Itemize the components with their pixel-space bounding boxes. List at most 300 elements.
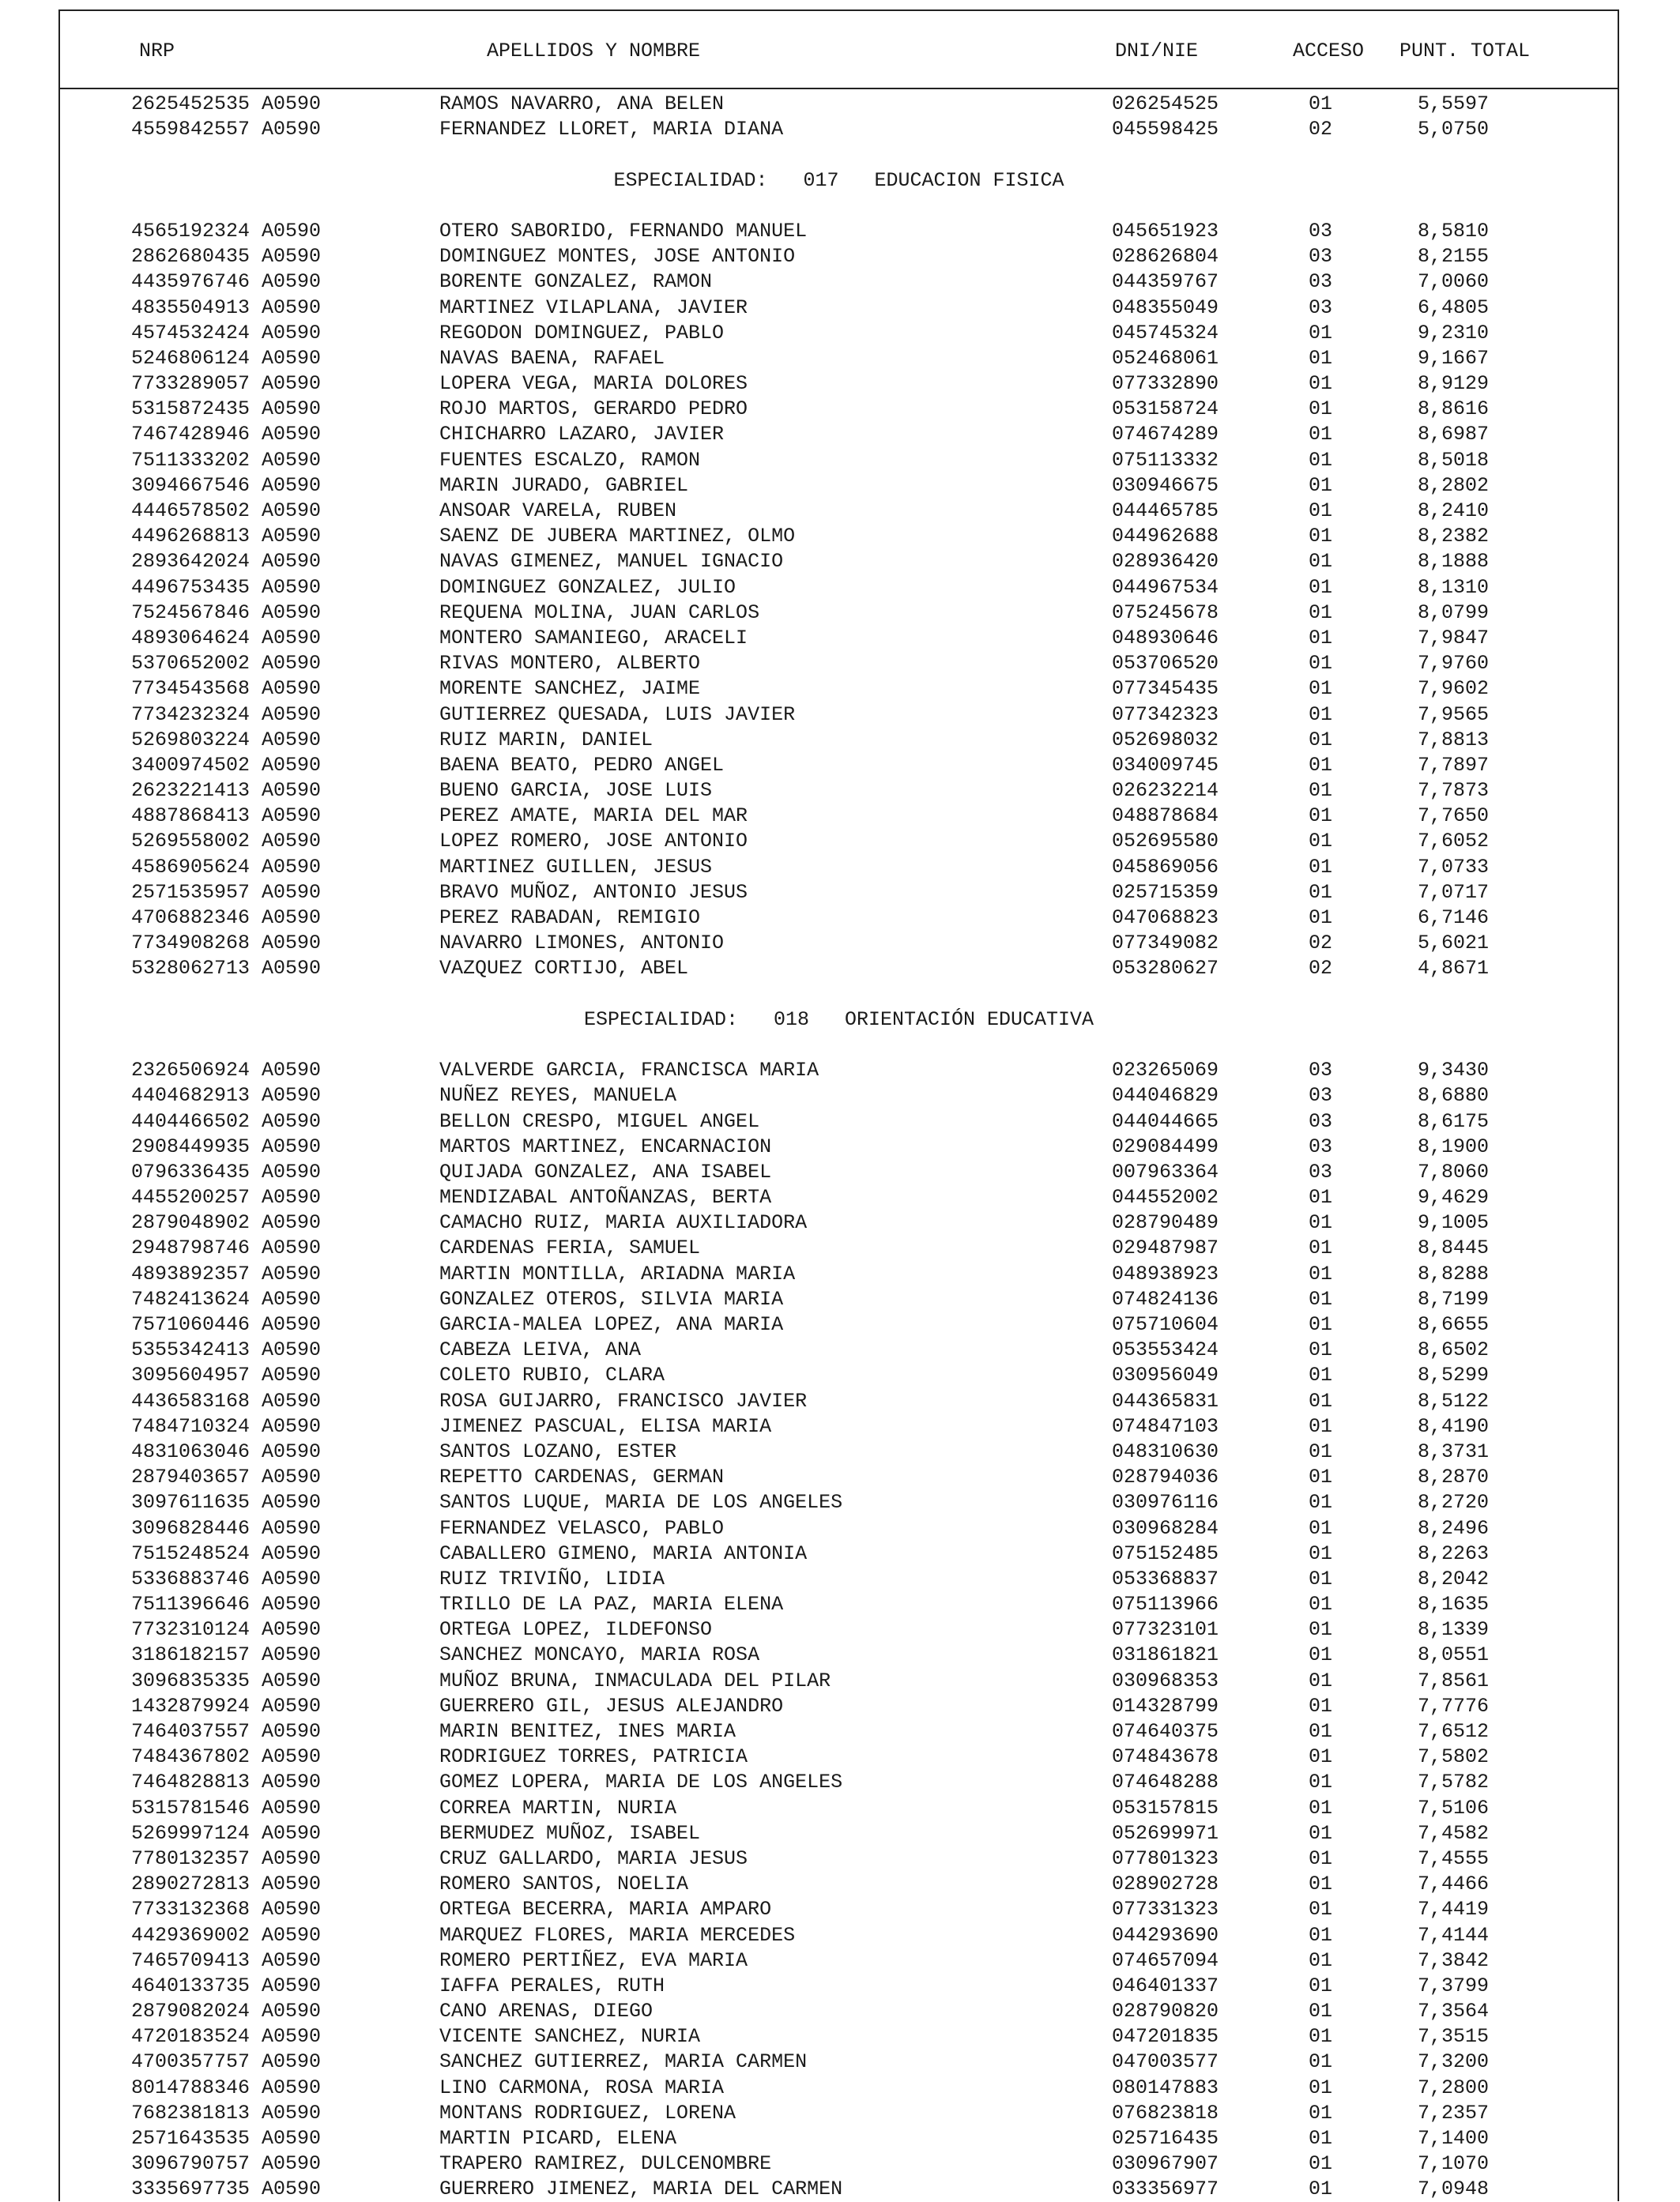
name-cell: GONZALEZ OTEROS, SILVIA MARIA	[439, 1287, 784, 1311]
table-row	[60, 116, 1618, 141]
table-row	[60, 1515, 1618, 1541]
header-acceso: ACCESO	[1293, 40, 1365, 62]
nrp-cell: 7733132368 A0590	[131, 1898, 322, 1922]
punt-cell: 7,5106	[1418, 1796, 1490, 1820]
header-punt-total: PUNT. TOTAL	[1399, 40, 1531, 62]
nrp-cell: 7484710324 A0590	[131, 1414, 322, 1438]
specialty-heading-text: ESPECIALIDAD: 017 EDUCACION FISICA	[613, 168, 1064, 192]
table-row	[60, 1159, 1618, 1184]
document-page	[58, 9, 1619, 2201]
nrp-cell: 7780132357 A0590	[131, 1846, 322, 1870]
dni-cell: 029084499	[1112, 1135, 1219, 1158]
acceso-cell: 01	[1309, 880, 1333, 904]
acceso-cell: 01	[1309, 92, 1333, 115]
punt-cell: 7,9760	[1418, 652, 1490, 676]
punt-cell: 8,1310	[1418, 575, 1490, 599]
name-cell: ORTEGA LOPEZ, ILDEFONSO	[439, 1618, 713, 1642]
punt-cell: 7,7897	[1418, 753, 1490, 777]
nrp-cell: 2571643535 A0590	[131, 2127, 322, 2150]
table-row	[60, 727, 1618, 752]
dni-cell: 025716435	[1112, 2127, 1219, 2150]
punt-cell: 7,3515	[1418, 2025, 1490, 2049]
punt-cell: 8,2042	[1418, 1567, 1490, 1590]
acceso-cell: 01	[1309, 1948, 1333, 1972]
punt-cell: 7,8561	[1418, 1669, 1490, 1692]
nrp-cell: 3095604957 A0590	[131, 1364, 322, 1387]
nrp-cell: 7515248524 A0590	[131, 1541, 322, 1565]
acceso-cell: 01	[1309, 2000, 1333, 2023]
acceso-cell: 01	[1309, 1821, 1333, 1845]
punt-cell: 8,2870	[1418, 1466, 1490, 1489]
name-cell: JIMENEZ PASCUAL, ELISA MARIA	[439, 1414, 772, 1438]
nrp-cell: 2879082024 A0590	[131, 2000, 322, 2023]
acceso-cell: 03	[1309, 270, 1333, 294]
dni-cell: 052695580	[1112, 830, 1219, 853]
acceso-cell: 03	[1309, 1059, 1333, 1082]
table-row	[60, 1617, 1618, 1642]
table-row	[60, 1795, 1618, 1820]
nrp-cell: 2879403657 A0590	[131, 1466, 322, 1489]
nrp-cell: 4455200257 A0590	[131, 1186, 322, 1210]
punt-cell: 9,4629	[1418, 1186, 1490, 1210]
nrp-cell: 3094667546 A0590	[131, 473, 322, 497]
dni-cell: 028790820	[1112, 2000, 1219, 2023]
dni-cell: 044044665	[1112, 1109, 1219, 1133]
name-cell: REPETTO CARDENAS, GERMAN	[439, 1466, 725, 1489]
name-cell: FERNANDEZ LLORET, MARIA DIANA	[439, 118, 784, 141]
nrp-cell: 8014788346 A0590	[131, 2076, 322, 2099]
name-cell: CAMACHO RUIZ, MARIA AUXILIADORA	[439, 1211, 808, 1235]
punt-cell: 8,3731	[1418, 1440, 1490, 1463]
table-row	[60, 1896, 1618, 1922]
acceso-cell: 01	[1309, 1186, 1333, 1210]
name-cell: VALVERDE GARCIA, FRANCISCA MARIA	[439, 1059, 819, 1082]
dni-cell: 007963364	[1112, 1160, 1219, 1184]
table-row	[60, 955, 1618, 981]
table-row	[60, 1109, 1618, 1134]
name-cell: SAENZ DE JUBERA MARTINEZ, OLMO	[439, 525, 796, 548]
acceso-cell: 01	[1309, 1491, 1333, 1515]
nrp-cell: 7482413624 A0590	[131, 1287, 322, 1311]
table-row	[60, 1718, 1618, 1744]
nrp-cell: 5328062713 A0590	[131, 957, 322, 981]
nrp-cell: 0796336435 A0590	[131, 1160, 322, 1184]
dni-cell: 076823818	[1112, 2101, 1219, 2125]
acceso-cell: 03	[1309, 219, 1333, 243]
nrp-cell: 2625452535 A0590	[131, 92, 322, 115]
specialty-heading	[60, 168, 1618, 193]
nrp-cell: 4446578502 A0590	[131, 499, 322, 522]
acceso-cell: 03	[1309, 245, 1333, 269]
acceso-cell: 01	[1309, 372, 1333, 396]
punt-cell: 7,6052	[1418, 830, 1490, 853]
table-row	[60, 905, 1618, 930]
punt-cell: 7,4582	[1418, 1821, 1490, 1845]
dni-cell: 026232214	[1112, 779, 1219, 803]
nrp-cell: 2862680435 A0590	[131, 245, 322, 269]
name-cell: ROJO MARTOS, GERARDO PEDRO	[439, 397, 748, 421]
table-row	[60, 1312, 1618, 1337]
punt-cell: 9,2310	[1418, 321, 1490, 344]
acceso-cell: 01	[1309, 830, 1333, 853]
name-cell: MUÑOZ BRUNA, INMACULADA DEL PILAR	[439, 1669, 831, 1692]
name-cell: GOMEZ LOPERA, MARIA DE LOS ANGELES	[439, 1771, 843, 1794]
nrp-cell: 7733289057 A0590	[131, 372, 322, 396]
table-row	[60, 1591, 1618, 1617]
punt-cell: 6,4805	[1418, 295, 1490, 319]
table-row	[60, 472, 1618, 498]
name-cell: CABEZA LEIVA, ANA	[439, 1338, 642, 1362]
punt-cell: 8,5299	[1418, 1364, 1490, 1387]
name-cell: VICENTE SANCHEZ, NURIA	[439, 2025, 701, 2049]
specialty-heading	[60, 1007, 1618, 1032]
dni-cell: 074657094	[1112, 1948, 1219, 1972]
punt-cell: 8,6175	[1418, 1109, 1490, 1133]
nrp-cell: 4404466502 A0590	[131, 1109, 322, 1133]
table-row	[60, 1057, 1618, 1082]
punt-cell: 7,3799	[1418, 1974, 1490, 1997]
dni-cell: 028626804	[1112, 245, 1219, 269]
name-cell: OTERO SABORIDO, FERNANDO MANUEL	[439, 219, 808, 243]
nrp-cell: 4831063046 A0590	[131, 1440, 322, 1463]
dni-cell: 075710604	[1112, 1313, 1219, 1336]
table-row	[60, 1286, 1618, 1312]
name-cell: REQUENA MOLINA, JUAN CARLOS	[439, 600, 760, 624]
table-row	[60, 1235, 1618, 1260]
dni-cell: 077332890	[1112, 372, 1219, 396]
dni-cell: 028902728	[1112, 1873, 1219, 1896]
dni-cell: 046401337	[1112, 1974, 1219, 1997]
nrp-cell: 4429369002 A0590	[131, 1923, 322, 1947]
name-cell: NUÑEZ REYES, MANUELA	[439, 1084, 677, 1108]
punt-cell: 8,2382	[1418, 525, 1490, 548]
dni-cell: 080147883	[1112, 2076, 1219, 2099]
dni-cell: 014328799	[1112, 1694, 1219, 1718]
dni-cell: 075152485	[1112, 1541, 1219, 1565]
nrp-cell: 5315872435 A0590	[131, 397, 322, 421]
nrp-cell: 5246806124 A0590	[131, 346, 322, 370]
acceso-cell: 01	[1309, 1846, 1333, 1870]
spacer	[60, 981, 1618, 1007]
table-row	[60, 1134, 1618, 1159]
punt-cell: 8,5810	[1418, 219, 1490, 243]
dni-cell: 075113332	[1112, 448, 1219, 472]
punt-cell: 8,2410	[1418, 499, 1490, 522]
table-row	[60, 803, 1618, 828]
acceso-cell: 01	[1309, 1593, 1333, 1617]
dni-cell: 048938923	[1112, 1262, 1219, 1285]
nrp-cell: 4640133735 A0590	[131, 1974, 322, 1997]
punt-cell: 8,2802	[1418, 473, 1490, 497]
name-cell: VAZQUEZ CORTIJO, ABEL	[439, 957, 689, 981]
dni-cell: 044293690	[1112, 1923, 1219, 1947]
punt-cell: 7,7776	[1418, 1694, 1490, 1718]
acceso-cell: 01	[1309, 423, 1333, 446]
dni-cell: 030967907	[1112, 2152, 1219, 2176]
table-row	[60, 1413, 1618, 1439]
punt-cell: 8,8288	[1418, 1262, 1490, 1285]
acceso-cell: 01	[1309, 804, 1333, 828]
nrp-cell: 5269803224 A0590	[131, 728, 322, 751]
name-cell: SANCHEZ MONCAYO, MARIA ROSA	[439, 1643, 760, 1667]
nrp-cell: 7464037557 A0590	[131, 1720, 322, 1743]
name-cell: QUIJADA GONZALEZ, ANA ISABEL	[439, 1160, 772, 1184]
acceso-cell: 03	[1309, 1109, 1333, 1133]
acceso-cell: 02	[1309, 932, 1333, 955]
punt-cell: 8,9129	[1418, 372, 1490, 396]
dni-cell: 045745324	[1112, 321, 1219, 344]
nrp-cell: 3096790757 A0590	[131, 2152, 322, 2176]
nrp-cell: 1432879924 A0590	[131, 1694, 322, 1718]
acceso-cell: 01	[1309, 652, 1333, 676]
dni-cell: 077349082	[1112, 932, 1219, 955]
table-row	[60, 1820, 1618, 1846]
dni-cell: 074843678	[1112, 1745, 1219, 1769]
dni-cell: 030968284	[1112, 1516, 1219, 1540]
dni-cell: 074674289	[1112, 423, 1219, 446]
name-cell: ROSA GUIJARRO, FRANCISCO JAVIER	[439, 1389, 808, 1413]
nrp-cell: 2326506924 A0590	[131, 1059, 322, 1082]
table-row	[60, 1210, 1618, 1235]
punt-cell: 7,6512	[1418, 1720, 1490, 1743]
name-cell: BERMUDEZ MUÑOZ, ISABEL	[439, 1821, 701, 1845]
name-cell: SANCHEZ GUTIERREZ, MARIA CARMEN	[439, 2050, 808, 2074]
header-name: APELLIDOS Y NOMBRE	[487, 40, 701, 62]
acceso-cell: 01	[1309, 1898, 1333, 1922]
nrp-cell: 4574532424 A0590	[131, 321, 322, 344]
spacer	[60, 193, 1618, 218]
dni-cell: 053553424	[1112, 1338, 1219, 1362]
name-cell: ROMERO SANTOS, NOELIA	[439, 1873, 689, 1896]
name-cell: BAENA BEATO, PEDRO ANGEL	[439, 753, 725, 777]
table-row	[60, 625, 1618, 650]
dni-cell: 031861821	[1112, 1643, 1219, 1667]
acceso-cell: 01	[1309, 525, 1333, 548]
nrp-cell: 2623221413 A0590	[131, 779, 322, 803]
acceso-cell: 01	[1309, 677, 1333, 701]
name-cell: MORENTE SANCHEZ, JAIME	[439, 677, 701, 701]
table-row	[60, 600, 1618, 625]
punt-cell: 8,0551	[1418, 1643, 1490, 1667]
table-row	[60, 1973, 1618, 1998]
dni-cell: 053280627	[1112, 957, 1219, 981]
punt-cell: 7,3842	[1418, 1948, 1490, 1972]
acceso-cell: 01	[1309, 626, 1333, 649]
dni-cell: 048355049	[1112, 295, 1219, 319]
table-row	[60, 295, 1618, 320]
table-row	[60, 828, 1618, 853]
acceso-cell: 01	[1309, 702, 1333, 726]
nrp-cell: 5269558002 A0590	[131, 830, 322, 853]
table-row	[60, 1769, 1618, 1794]
table-row	[60, 650, 1618, 676]
acceso-cell: 02	[1309, 957, 1333, 981]
table-row	[60, 447, 1618, 472]
name-cell: FERNANDEZ VELASCO, PABLO	[439, 1516, 725, 1540]
dni-cell: 048878684	[1112, 804, 1219, 828]
nrp-cell: 2948798746 A0590	[131, 1237, 322, 1260]
nrp-cell: 7571060446 A0590	[131, 1313, 322, 1336]
nrp-cell: 5315781546 A0590	[131, 1796, 322, 1820]
name-cell: PEREZ AMATE, MARIA DEL MAR	[439, 804, 748, 828]
table-row	[60, 2100, 1618, 2125]
dni-cell: 044465785	[1112, 499, 1219, 522]
nrp-cell: 4404682913 A0590	[131, 1084, 322, 1108]
nrp-cell: 7682381813 A0590	[131, 2101, 322, 2125]
spacer	[60, 1032, 1618, 1057]
punt-cell: 7,1400	[1418, 2127, 1490, 2150]
dni-cell: 047201835	[1112, 2025, 1219, 2049]
specialty-heading-text: ESPECIALIDAD: 018 ORIENTACIÓN EDUCATIVA	[583, 1007, 1094, 1031]
table-row	[60, 91, 1618, 116]
punt-cell: 7,9602	[1418, 677, 1490, 701]
nrp-cell: 5336883746 A0590	[131, 1567, 322, 1590]
punt-cell: 7,3200	[1418, 2050, 1490, 2074]
acceso-cell: 01	[1309, 1364, 1333, 1387]
punt-cell: 8,0799	[1418, 600, 1490, 624]
table-row	[60, 548, 1618, 574]
punt-cell: 8,1339	[1418, 1618, 1490, 1642]
acceso-cell: 01	[1309, 2152, 1333, 2176]
nrp-cell: 4706882346 A0590	[131, 906, 322, 929]
name-cell: CORREA MARTIN, NURIA	[439, 1796, 677, 1820]
acceso-cell: 01	[1309, 499, 1333, 522]
table-row	[60, 269, 1618, 294]
dni-cell: 028936420	[1112, 550, 1219, 574]
acceso-cell: 01	[1309, 1237, 1333, 1260]
name-cell: MARQUEZ FLORES, MARIA MERCEDES	[439, 1923, 796, 1947]
name-cell: RUIZ MARIN, DANIEL	[439, 728, 654, 751]
dni-cell: 052468061	[1112, 346, 1219, 370]
table-row	[60, 2049, 1618, 2074]
name-cell: BELLON CRESPO, MIGUEL ANGEL	[439, 1109, 760, 1133]
table-row	[60, 1439, 1618, 1464]
dni-cell: 074824136	[1112, 1287, 1219, 1311]
punt-cell: 8,8616	[1418, 397, 1490, 421]
nrp-cell: 4887868413 A0590	[131, 804, 322, 828]
punt-cell: 8,6502	[1418, 1338, 1490, 1362]
nrp-cell: 3096828446 A0590	[131, 1516, 322, 1540]
name-cell: ORTEGA BECERRA, MARIA AMPARO	[439, 1898, 772, 1922]
punt-cell: 8,2263	[1418, 1541, 1490, 1565]
punt-cell: 7,9847	[1418, 626, 1490, 649]
acceso-cell: 01	[1309, 1771, 1333, 1794]
punt-cell: 7,4144	[1418, 1923, 1490, 1947]
name-cell: RIVAS MONTERO, ALBERTO	[439, 652, 701, 676]
table-row	[60, 498, 1618, 523]
table-row	[60, 1566, 1618, 1591]
nrp-cell: 7511396646 A0590	[131, 1593, 322, 1617]
table-row	[60, 879, 1618, 905]
name-cell: RUIZ TRIVIÑO, LIDIA	[439, 1567, 665, 1590]
name-cell: TRAPERO RAMIREZ, DULCENOMBRE	[439, 2152, 772, 2176]
name-cell: CANO ARENAS, DIEGO	[439, 2000, 654, 2023]
dni-cell: 074648288	[1112, 1771, 1219, 1794]
nrp-cell: 4586905624 A0590	[131, 855, 322, 879]
acceso-cell: 01	[1309, 1923, 1333, 1947]
punt-cell: 8,2496	[1418, 1516, 1490, 1540]
table-row	[60, 1642, 1618, 1667]
acceso-cell: 01	[1309, 575, 1333, 599]
table-row	[60, 2176, 1618, 2201]
acceso-cell: 01	[1309, 346, 1333, 370]
nrp-cell: 7734908268 A0590	[131, 932, 322, 955]
header-dni: DNI/NIE	[1115, 40, 1199, 62]
table-row	[60, 1337, 1618, 1362]
dni-cell: 045869056	[1112, 855, 1219, 879]
acceso-cell: 03	[1309, 1135, 1333, 1158]
acceso-cell: 01	[1309, 448, 1333, 472]
acceso-cell: 01	[1309, 321, 1333, 344]
nrp-cell: 7734543568 A0590	[131, 677, 322, 701]
acceso-cell: 01	[1309, 600, 1333, 624]
nrp-cell: 4565192324 A0590	[131, 219, 322, 243]
nrp-cell: 5370652002 A0590	[131, 652, 322, 676]
acceso-cell: 01	[1309, 1745, 1333, 1769]
punt-cell: 5,0750	[1418, 118, 1490, 141]
dni-cell: 077342323	[1112, 702, 1219, 726]
table-row	[60, 676, 1618, 701]
nrp-cell: 7464828813 A0590	[131, 1771, 322, 1794]
punt-cell: 7,1070	[1418, 2152, 1490, 2176]
table-row	[60, 2151, 1618, 2176]
dni-cell: 025715359	[1112, 880, 1219, 904]
acceso-cell: 01	[1309, 1389, 1333, 1413]
dni-cell: 044365831	[1112, 1389, 1219, 1413]
nrp-cell: 2879048902 A0590	[131, 1211, 322, 1235]
nrp-cell: 7524567846 A0590	[131, 600, 322, 624]
punt-cell: 7,0733	[1418, 855, 1490, 879]
punt-cell: 9,1005	[1418, 1211, 1490, 1235]
table-row	[60, 854, 1618, 879]
dni-cell: 047068823	[1112, 906, 1219, 929]
acceso-cell: 03	[1309, 295, 1333, 319]
table-row	[60, 1489, 1618, 1515]
punt-cell: 8,7199	[1418, 1287, 1490, 1311]
dni-cell: 074847103	[1112, 1414, 1219, 1438]
table-row	[60, 1948, 1618, 1973]
name-cell: COLETO RUBIO, CLARA	[439, 1364, 665, 1387]
dni-cell: 053368837	[1112, 1567, 1219, 1590]
acceso-cell: 01	[1309, 906, 1333, 929]
dni-cell: 052698032	[1112, 728, 1219, 751]
table-row	[60, 243, 1618, 269]
punt-cell: 9,3430	[1418, 1059, 1490, 1082]
acceso-cell: 01	[1309, 473, 1333, 497]
table-body	[60, 91, 1618, 2202]
name-cell: MONTERO SAMANIEGO, ARACELI	[439, 626, 748, 649]
acceso-cell: 01	[1309, 397, 1333, 421]
name-cell: TRILLO DE LA PAZ, MARIA ELENA	[439, 1593, 784, 1617]
name-cell: REGODON DOMINGUEZ, PABLO	[439, 321, 725, 344]
name-cell: FUENTES ESCALZO, RAMON	[439, 448, 701, 472]
dni-cell: 030946675	[1112, 473, 1219, 497]
table-row	[60, 421, 1618, 446]
table-row	[60, 752, 1618, 777]
acceso-cell: 01	[1309, 1313, 1333, 1336]
nrp-cell: 7467428946 A0590	[131, 423, 322, 446]
table-row	[60, 1693, 1618, 1718]
nrp-cell: 3096835335 A0590	[131, 1669, 322, 1692]
table-row	[60, 371, 1618, 396]
punt-cell: 7,5802	[1418, 1745, 1490, 1769]
dni-cell: 077801323	[1112, 1846, 1219, 1870]
table-row	[60, 1922, 1618, 1948]
acceso-cell: 01	[1309, 1643, 1333, 1667]
nrp-cell: 4435976746 A0590	[131, 270, 322, 294]
dni-cell: 044962688	[1112, 525, 1219, 548]
acceso-cell: 01	[1309, 2050, 1333, 2074]
